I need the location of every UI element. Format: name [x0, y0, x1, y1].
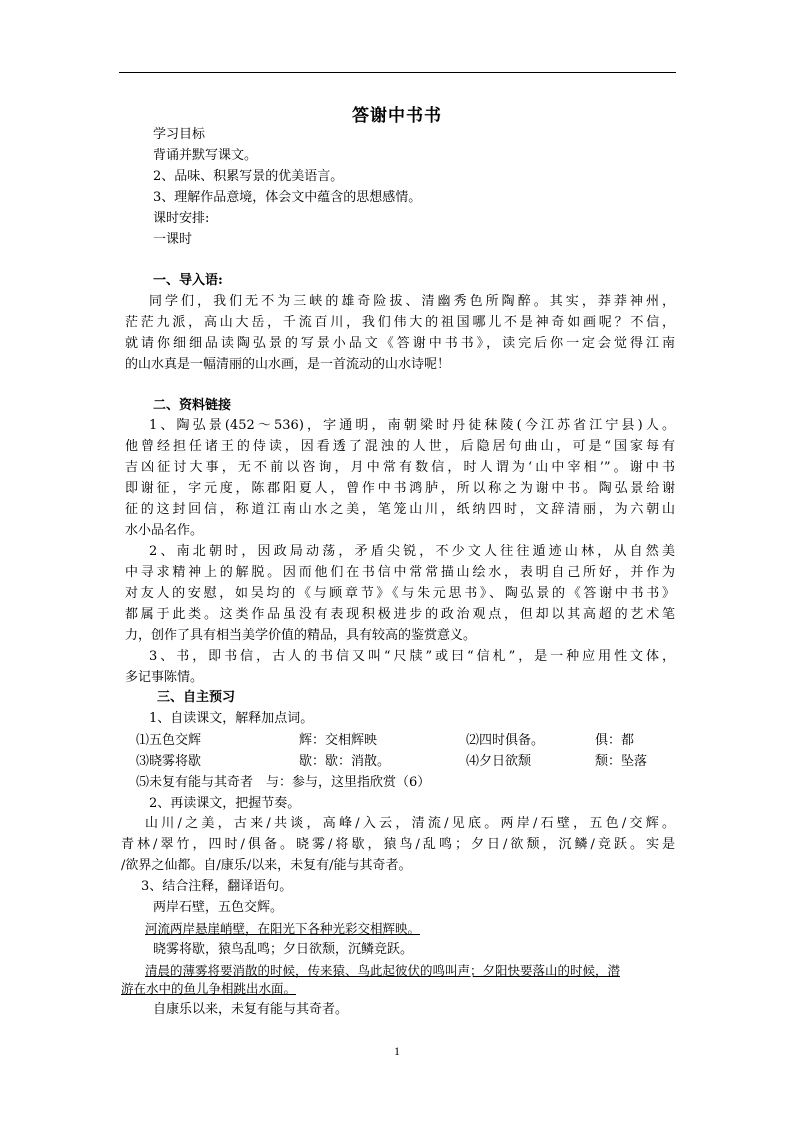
vocab-phrase: ⑴五色交辉	[136, 733, 202, 748]
paragraph-line: 征的这封回信，称道江南山水之美，笔笼山川，纸纳四时，文辞清丽，为六朝山	[125, 502, 675, 517]
objective-item: 3、理解作品意境，体会文中蕴含的思想感情。	[153, 190, 422, 205]
task-1: 1、自读课文，解释加点词。	[149, 711, 314, 726]
translation-line: 游在水中的鱼儿争相跳出水面。	[121, 981, 297, 996]
vocab-phrase: ⑷夕日欲颓	[466, 754, 532, 769]
vocab-gloss: 辉：交相辉映	[299, 733, 378, 748]
translation-line: 河流两岸悬崖峭壁，在阳光下各种光彩交相辉映。	[145, 921, 421, 936]
paragraph-line: 力，创作了具有相当美学价值的精品，具有较高的鉴赏意义。	[125, 628, 477, 643]
vocab-phrase: ⑵四时俱备。	[466, 733, 545, 748]
page-number: 1	[394, 1044, 400, 1058]
vocab-gloss: 俱：都	[595, 733, 635, 748]
paragraph-line: 水小品名作。	[125, 523, 204, 538]
paragraph-line: 都属于此类。这类作品虽没有表现积极进步的政治观点，但却以其高超的艺术笔	[125, 607, 675, 622]
task-3: 3、结合注释，翻译语句。	[141, 879, 293, 894]
paragraph-line: 2、南北朝时，因政局动荡，矛盾尖锐，不少文人往往遁迹山林，从自然美	[149, 544, 675, 559]
paragraph-line: 的山水真是一幅清丽的山水画，是一首流动的山水诗呢！	[125, 357, 451, 372]
paragraph-line: 茫茫九派，高山大岳，千流百川，我们伟大的祖国哪儿不是神奇如画呢？不信，	[125, 315, 675, 330]
paragraph-line: 同学们，我们无不为三峡的雄奇险拔、清幽秀色所陶醉。其实，莽莽神州，	[149, 294, 675, 309]
section2-heading: 二、资料链接	[153, 398, 232, 413]
header-rule	[119, 72, 676, 73]
paragraph-line: 中寻求精神上的解脱。因而他们在书信中常常描山绘水，表明自己所好，并作为	[125, 565, 675, 580]
objectives-heading: 学习目标	[153, 127, 206, 142]
vocab-phrase: ⑶晓雾将歇	[136, 754, 202, 769]
page-title: 答谢中书书	[352, 106, 442, 126]
paragraph-line: 3、书，即书信，古人的书信又叫“尺牍”或曰“信札”，是一种应用性文体，	[149, 649, 675, 664]
rhythm-line: /欲界之仙都。自/康乐/以来，未复有/能与其奇者。	[121, 858, 412, 873]
paragraph-line: 就请你细细品读陶弘景的写景小品文《答谢中书书》，读完后你一定会觉得江南	[125, 336, 675, 351]
rhythm-line: 山川/之美，古来/共谈，高峰/入云，清流/见底。两岸/石壁，五色/交辉。	[145, 816, 675, 831]
task-2: 2、再读课文，把握节奏。	[149, 796, 301, 811]
source-sentence: 两岸石壁，五色交辉。	[153, 900, 284, 915]
schedule-value: 一课时	[153, 232, 193, 247]
source-sentence: 自康乐以来，未复有能与其奇者。	[153, 1002, 349, 1017]
schedule-label: 课时安排:	[153, 211, 210, 226]
paragraph-line: 吉凶征讨大事，无不前以咨询，月中常有数信，时人谓为‘山中宰相’”。谢中书	[125, 460, 675, 475]
section3-heading: 三、自主预习	[157, 690, 236, 705]
vocab-gloss: 颓：坠落	[595, 754, 648, 769]
objective-item: 2、品味、积累写景的优美语言。	[153, 169, 344, 184]
vocab-gloss: 歇：歇：消散。	[299, 754, 391, 769]
paragraph-line: 他曾经担任诸王的侍读，因看透了混浊的人世，后隐居句曲山，可是“国家每有	[125, 439, 675, 454]
rhythm-line: 青林/翠竹，四时/俱备。晓雾/将歇，猿鸟/乱鸣；夕日/欲颓，沉鳞/竞跃。实是	[121, 837, 675, 852]
source-sentence: 晓雾将歇，猿鸟乱鸣；夕日欲颓，沉鳞竞跃。	[153, 942, 414, 957]
paragraph-line: 对友人的安慰，如吴均的《与顾章节》《与朱元思书》、陶弘景的《答谢中书书》	[125, 586, 675, 601]
paragraph-line: 即谢征，字元度，陈郡阳夏人，曾作中书鸿胪，所以称之为谢中书。陶弘景给谢	[125, 481, 675, 496]
translation-line: 清晨的薄雾将要消散的时候，传来猿、鸟此起彼伏的鸣叫声；夕阳快要落山的时候，潜	[145, 963, 621, 978]
paragraph-line: 1、陶弘景(452～536)，字通明，南朝梁时丹徒秣陵(今江苏省江宁县)人。	[149, 418, 675, 433]
objective-item: 背诵并默写课文。	[153, 148, 258, 163]
vocab-item-5: ⑸未复有能与其奇者 与：参与，这里指欣赏（6）	[136, 775, 431, 790]
section1-heading: 一、导入语:	[153, 273, 223, 288]
paragraph-line: 多记事陈情。	[125, 670, 204, 685]
